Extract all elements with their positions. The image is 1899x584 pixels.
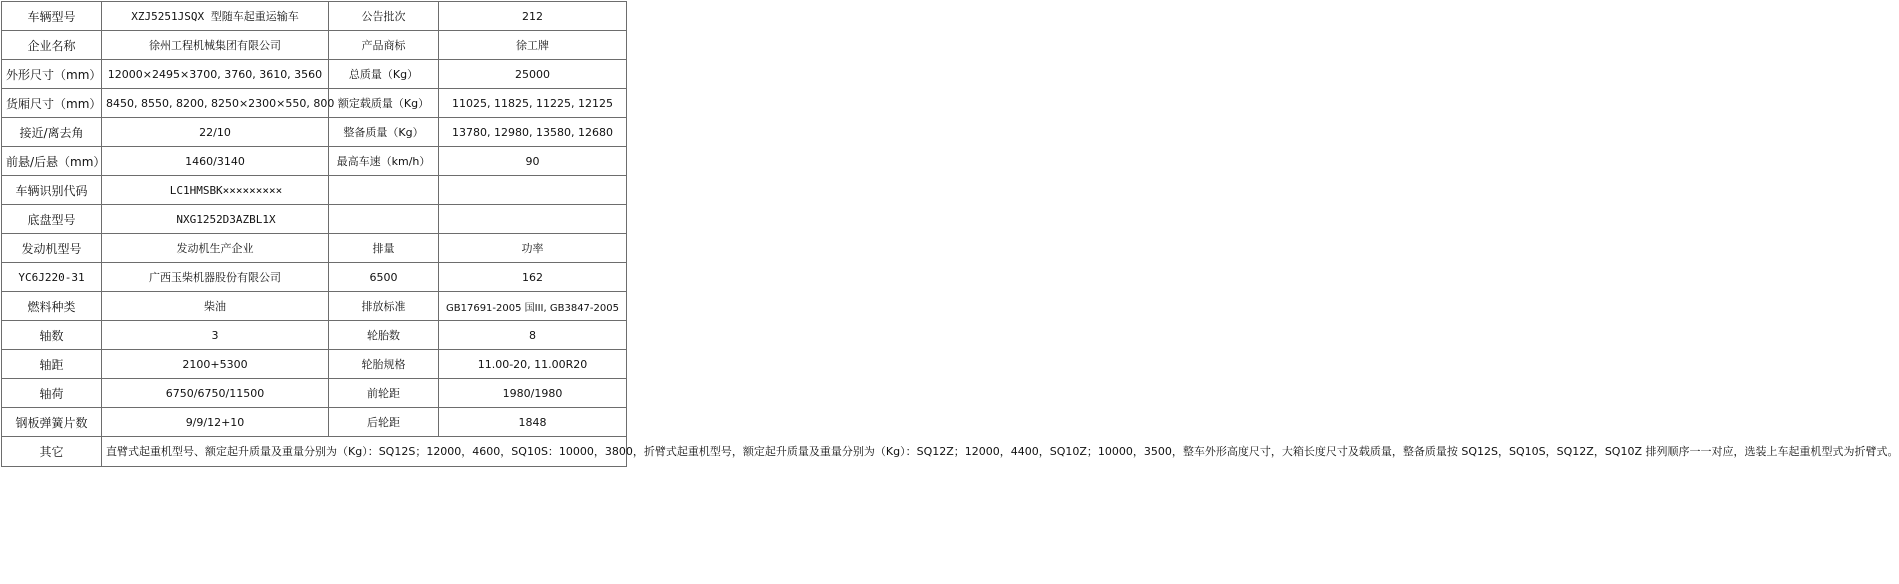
- value-curb-mass: 13780, 12980, 13580, 12680: [439, 118, 627, 147]
- value-front-rear-overhang: 1460/3140: [102, 147, 329, 176]
- value-fuel-type: 柴油: [102, 292, 329, 321]
- label-emission-standard: 排放标准: [329, 292, 439, 321]
- label-max-speed: 最高车速（km/h）: [329, 147, 439, 176]
- value-wheelbase: 2100+5300: [102, 350, 329, 379]
- value-vehicle-model: XZJ5251JSQX 型随车起重运输车: [102, 2, 329, 31]
- vehicle-spec-table: [1, 1, 1899, 467]
- table-row: [2, 408, 627, 437]
- label-engine-model: 发动机型号: [2, 234, 102, 263]
- value-displacement: 6500: [329, 263, 439, 292]
- label-fuel-type: 燃料种类: [2, 292, 102, 321]
- value-other-notes: 直臂式起重机型号、额定起升质量及重量分别为（Kg）：SQ12S；12000，4600，SQ10S：10000，3800，折臂式起重机型号，额定起升质量及重量分别为（Kg）：SQ12Z；12000，4400，SQ10Z；10000，3500，整车外形高度尺寸，大箱长度尺寸及载质量，整备质量按 SQ12S，SQ10S，SQ12Z，SQ10Z 排列顺序一一对应，选装上车起重机型式为折臂式。: [102, 437, 627, 467]
- empty-cell: [439, 176, 627, 205]
- value-tire-count: 8: [439, 321, 627, 350]
- value-rear-track: 1848: [439, 408, 627, 437]
- empty-cell: [329, 205, 439, 234]
- label-approach-departure-angle: 接近/离去角: [2, 118, 102, 147]
- label-rated-load: 额定载质量（Kg）: [329, 89, 439, 118]
- label-brand: 产品商标: [329, 31, 439, 60]
- table-row: [2, 263, 627, 292]
- label-axle-count: 轴数: [2, 321, 102, 350]
- label-cargo-box-size: 货厢尺寸（mm）: [2, 89, 102, 118]
- empty-cell: [329, 176, 439, 205]
- label-dimensions: 外形尺寸（mm）: [2, 60, 102, 89]
- table-row: [2, 176, 627, 205]
- label-axle-load: 轴荷: [2, 379, 102, 408]
- value-total-mass: 25000: [439, 60, 627, 89]
- label-chassis-model: 底盘型号: [2, 205, 102, 234]
- value-tire-spec: 11.00-20, 11.00R20: [439, 350, 627, 379]
- label-other: 其它: [2, 437, 102, 467]
- value-axle-load: 6750/6750/11500: [102, 379, 329, 408]
- value-engine-manufacturer: 广西玉柴机器股份有限公司: [102, 263, 329, 292]
- table-row: [2, 2, 627, 31]
- value-max-speed: 90: [439, 147, 627, 176]
- value-dimensions: 12000×2495×3700, 3760, 3610, 3560: [102, 60, 329, 89]
- label-vehicle-model: 车辆型号: [2, 2, 102, 31]
- table-row: [2, 89, 627, 118]
- value-leaf-springs: 9/9/12+10: [102, 408, 329, 437]
- value-company-name: 徐州工程机械集团有限公司: [102, 31, 329, 60]
- value-brand: 徐工牌: [439, 31, 627, 60]
- value-vin: LC1HMSBK×××××××××: [102, 176, 329, 205]
- label-leaf-springs: 钢板弹簧片数: [2, 408, 102, 437]
- table-row: [2, 292, 627, 321]
- label-tire-count: 轮胎数: [329, 321, 439, 350]
- table-row: [2, 205, 627, 234]
- label-tire-spec: 轮胎规格: [329, 350, 439, 379]
- value-approach-departure-angle: 22/10: [102, 118, 329, 147]
- label-wheelbase: 轴距: [2, 350, 102, 379]
- label-front-track: 前轮距: [329, 379, 439, 408]
- label-front-rear-overhang: 前悬/后悬（mm）: [2, 147, 102, 176]
- table-row: [2, 437, 627, 467]
- table-row: [2, 234, 627, 263]
- value-chassis-model: NXG1252D3AZBL1X: [102, 205, 329, 234]
- value-rated-load: 11025, 11825, 11225, 12125: [439, 89, 627, 118]
- table-row: [2, 350, 627, 379]
- value-power: 162: [439, 263, 627, 292]
- label-total-mass: 总质量（Kg）: [329, 60, 439, 89]
- value-front-track: 1980/1980: [439, 379, 627, 408]
- table-row: [2, 118, 627, 147]
- value-axle-count: 3: [102, 321, 329, 350]
- label-engine-manufacturer: 发动机生产企业: [102, 234, 329, 263]
- label-rear-track: 后轮距: [329, 408, 439, 437]
- label-power: 功率: [439, 234, 627, 263]
- value-cargo-box-size: 8450, 8550, 8200, 8250×2300×550, 800: [102, 89, 329, 118]
- table-row: [2, 31, 627, 60]
- label-vin: 车辆识别代码: [2, 176, 102, 205]
- table-row: [2, 147, 627, 176]
- table-row: [2, 379, 627, 408]
- value-engine-model: YC6J220-31: [2, 263, 102, 292]
- value-announcement-batch: 212: [439, 2, 627, 31]
- table-row: [2, 60, 627, 89]
- table-row: [2, 321, 627, 350]
- label-curb-mass: 整备质量（Kg）: [329, 118, 439, 147]
- label-company-name: 企业名称: [2, 31, 102, 60]
- label-announcement-batch: 公告批次: [329, 2, 439, 31]
- label-displacement: 排量: [329, 234, 439, 263]
- empty-cell: [439, 205, 627, 234]
- value-emission-standard: GB17691-2005 国III, GB3847-2005: [439, 292, 627, 321]
